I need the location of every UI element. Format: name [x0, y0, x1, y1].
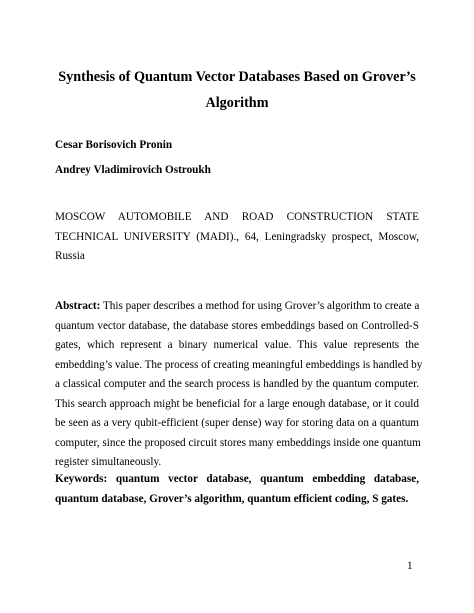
- abstract-line: be seen as a very qubit-efficient (super dense) way for storing data on a quantum: [55, 417, 419, 429]
- keywords-line: Keywords: quantum vector database, quantum embedding database,: [55, 473, 419, 485]
- abstract-line: embedding’s value. The process of creating meaningful embeddings is handled by: [55, 358, 423, 371]
- abstract-line: register simultaneously.: [55, 456, 162, 468]
- abstract-line: [55, 297, 419, 317]
- abstract-line: quantum vector database, the database stores embeddings based on Controlled-S: [55, 319, 419, 332]
- abstract-label: Abstract:: [55, 300, 101, 312]
- abstract-line: computer, since the proposed circuit stores many embeddings inside one quantum: [55, 436, 421, 449]
- title-line: Algorithm: [205, 95, 269, 111]
- paper-title: [40, 64, 434, 116]
- affiliation-line: Russia: [55, 250, 85, 262]
- affiliation-line: TECHNICAL UNIVERSITY (MADI)., 64, Leningradsky prospect, Moscow,: [55, 230, 419, 243]
- keywords-line: quantum database, Grover’s algorithm, quantum efficient coding, S gates.: [55, 492, 409, 505]
- page-number: 1: [407, 560, 413, 572]
- abstract: [55, 297, 423, 473]
- abstract-line: gates, which represent a binary numerical value. This value represents the: [55, 339, 419, 351]
- affiliation-line: MOSCOW AUTOMOBILE AND ROAD CONSTRUCTION STATE: [55, 211, 419, 223]
- abstract-line: This search approach might be beneficial for a large enough database, or it could: [55, 397, 419, 410]
- abstract-first-line-text: This paper describes a method for using Grover’s algorithm to create a: [100, 300, 420, 312]
- keywords: [55, 470, 419, 509]
- title-line: Synthesis of Quantum Vector Databases Based on Grover’s: [58, 69, 416, 85]
- author-name: Andrey Vladimirovich Ostroukh: [55, 164, 211, 176]
- author-name: Cesar Borisovich Pronin: [55, 139, 173, 151]
- affiliation: [55, 208, 419, 267]
- abstract-line: a classical computer and the search process is handled by the quantum computer.: [55, 378, 419, 390]
